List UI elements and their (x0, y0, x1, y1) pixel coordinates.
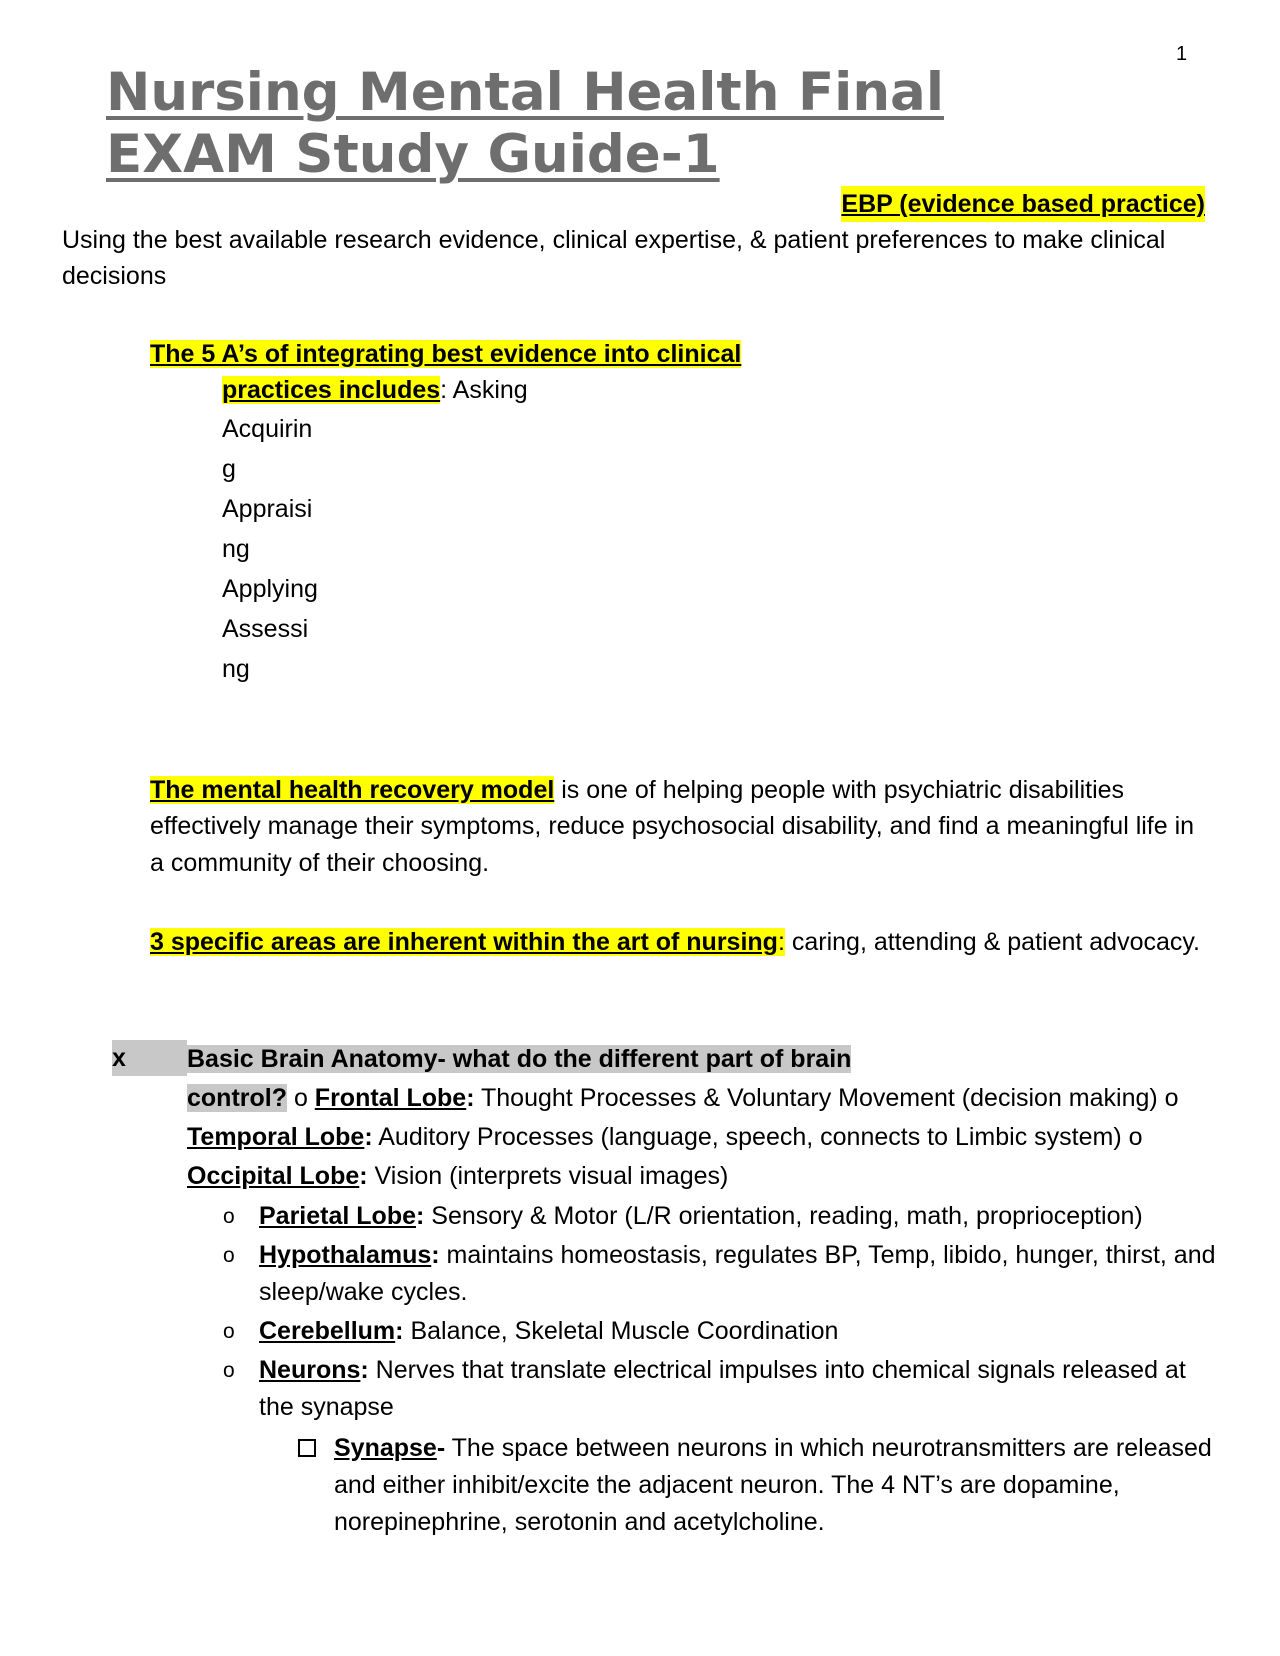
bullet-o: o (223, 1205, 235, 1228)
colon: : (395, 1317, 404, 1345)
bullet-o: o (223, 1244, 235, 1267)
synapse-list (112, 1430, 1222, 1541)
item-term: Cerebellum (259, 1317, 396, 1345)
frontal-text: Thought Processes & Voluntary Movement (decision making) (474, 1084, 1158, 1112)
frontal-term: Frontal Lobe (314, 1084, 467, 1112)
colon: : (431, 1241, 440, 1269)
colon: : (359, 1162, 368, 1190)
recovery-term: The mental health recovery model (150, 776, 555, 804)
item-term: Hypothalamus (259, 1241, 432, 1269)
list-item (223, 1237, 1222, 1311)
bullet-o: o (1121, 1123, 1143, 1151)
synapse-term: Synapse (334, 1434, 437, 1462)
five-as-colon: : (440, 376, 448, 405)
synapse-text: The space between neurons in which neurotransmitters are released and either inhibit/excite the adjacent neuron. The 4 NT’s are dopamine, norepinephrine, serotonin and acetylcholine. (334, 1434, 1212, 1536)
list-item: Applying (222, 574, 318, 603)
item-text: Nerves that translate electrical impulses into chemical signals released at the synapse (259, 1356, 1186, 1421)
art-colon: : (777, 928, 785, 956)
five-as-section (150, 336, 1150, 689)
five-as-heading-line2: practices includes (222, 376, 441, 405)
x-marker: x (112, 1040, 187, 1076)
brain-heading-a: Basic Brain Anatomy- what do the different part of brain (187, 1045, 852, 1073)
item-term: Neurons (259, 1356, 361, 1384)
colon: : (360, 1356, 369, 1384)
ebp-definition: Using the best available research evidence, clinical expertise, & patient preferences to make clinical decisions (62, 226, 1166, 291)
brain-parts-list (112, 1198, 1222, 1426)
ebp-heading: EBP (evidence based practice) (841, 186, 1205, 222)
list-item: Acquiring (222, 414, 313, 483)
document-title: Nursing Mental Health Final EXAM Study Guide-1 (106, 62, 944, 185)
list-item (223, 1352, 1222, 1426)
brain-heading-block (187, 1040, 1222, 1196)
item-text: maintains homeostasis, regulates BP, Temp, libido, hunger, thirst, and sleep/wake cycles. (259, 1241, 1216, 1306)
list-item (298, 1430, 1222, 1541)
recovery-model-paragraph (150, 772, 1210, 881)
five-as-list (150, 409, 1150, 689)
bullet-o: o (223, 1359, 235, 1382)
colon: : (416, 1202, 425, 1230)
brain-anatomy-section (112, 1040, 1222, 1541)
bullet-o: o (223, 1320, 235, 1343)
temporal-term: Temporal Lobe (187, 1123, 365, 1151)
brain-heading-b: control? (187, 1084, 287, 1112)
occipital-term: Occipital Lobe (187, 1162, 360, 1190)
colon: : (364, 1123, 373, 1151)
item-term: Parietal Lobe (259, 1202, 416, 1230)
list-item: Assessing (222, 614, 309, 683)
bullet-o: o (1157, 1084, 1179, 1112)
checkbox-icon (298, 1439, 316, 1457)
synapse-dash: - (436, 1434, 446, 1462)
art-text: caring, attending & patient advocacy. (784, 928, 1200, 956)
art-of-nursing-paragraph (150, 924, 1210, 960)
page-number: 1 (1176, 43, 1188, 65)
five-as-first: Asking (447, 376, 528, 405)
list-item (223, 1198, 1222, 1235)
item-text: Sensory & Motor (L/R orientation, reading, math, proprioception) (424, 1202, 1143, 1230)
bullet-o: o (287, 1084, 315, 1112)
list-item: Appraising (222, 494, 313, 563)
temporal-text: Auditory Processes (language, speech, connects to Limbic system) (372, 1123, 1122, 1151)
recovery-text: is one of helping people with psychiatric disabilities effectively manage their symptoms, reduce psychosocial disability, and find a meaningful life in a community of their choosing. (150, 776, 1195, 877)
list-item (223, 1313, 1222, 1350)
item-text: Balance, Skeletal Muscle Coordination (403, 1317, 839, 1345)
art-term: 3 specific areas are inherent within the art of nursing (150, 928, 778, 956)
colon: : (466, 1084, 475, 1112)
occipital-text: Vision (interprets visual images) (367, 1162, 729, 1190)
five-as-heading-line1: The 5 A’s of integrating best evidence into clinical (150, 340, 742, 368)
